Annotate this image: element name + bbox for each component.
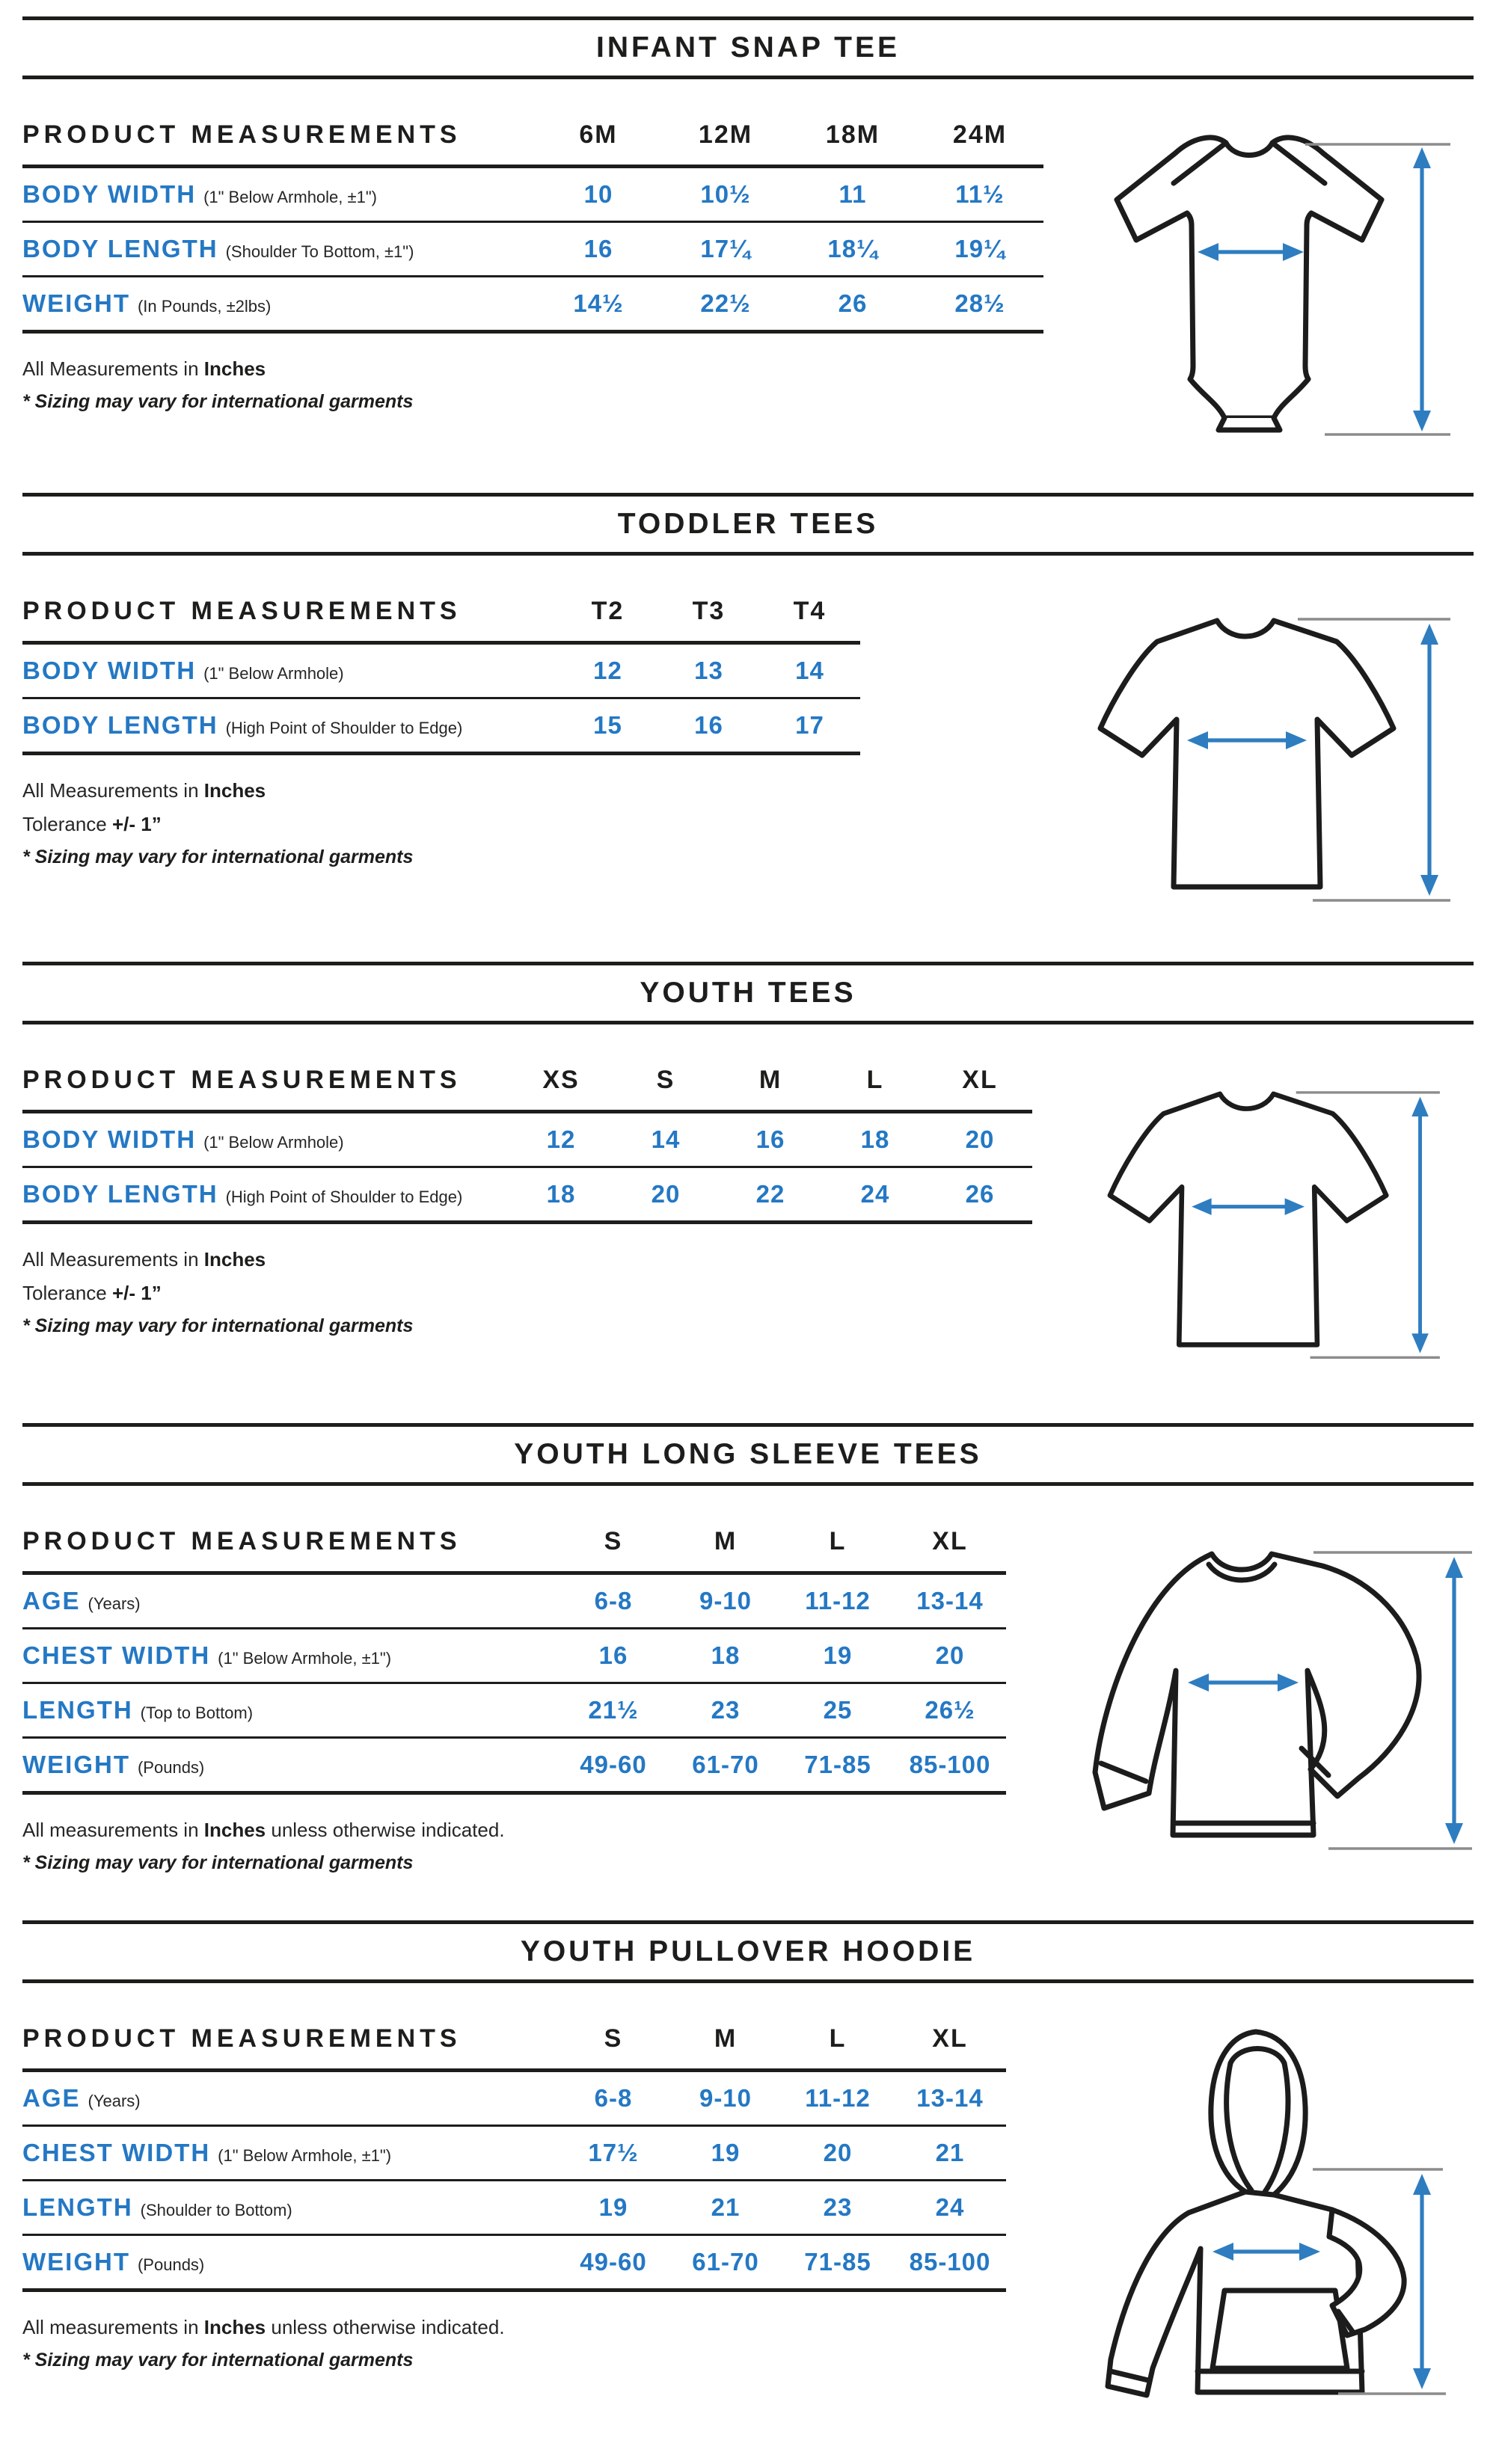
measurement-label: CHEST WIDTH [22,1641,211,1669]
size-column-header: M [714,1527,738,1555]
section-title: YOUTH PULLOVER HOODIE [520,1935,976,1967]
table-header-row [22,1066,1032,1112]
body-length-arrow [1413,147,1431,431]
measurement-value: 9-10 [699,1587,752,1614]
measurement-value: 49-60 [580,2248,647,2276]
row-label-cell [22,1738,557,1793]
measurement-value: 16 [755,1125,785,1153]
row-label-cell [22,1167,509,1223]
row-label-cell [22,643,557,698]
measurement-value: 11½ [955,180,1005,208]
table-row [22,2181,1006,2235]
footnotes [22,779,1062,868]
length-arrow [1445,1557,1463,1844]
section-title-band [22,493,1474,556]
row-label-cell [22,1629,557,1683]
measurement-desc: (In Pounds, ±2lbs) [137,297,272,316]
table-header: PRODUCT MEASUREMENTS [22,2024,462,2053]
footnotes [22,1248,1062,1337]
table-header-row [22,597,860,643]
infant-onesie-diagram [1081,120,1455,457]
size-column-header: L [829,2024,847,2053]
size-column-header: 24M [952,120,1008,149]
measurement-value: 14 [651,1125,681,1153]
sizing-note: * Sizing may vary for international garments [22,847,414,867]
garment-outline [1117,138,1382,430]
section-toddler-tees [22,493,1474,926]
measurement-value: 22½ [700,289,751,317]
measurement-desc: (High Point of Shoulder to Edge) [225,1188,463,1206]
body-length-arrow [1420,624,1438,896]
sizing-note: * Sizing may vary for international garments [22,1315,414,1336]
measurement-value: 26 [838,289,868,317]
measurement-value: 20 [935,1641,965,1669]
measurement-value: 16 [694,711,723,739]
measurement-label: BODY WIDTH [22,1125,197,1153]
measurements-note: All measurements in Inches unless otherwise indicated. [22,1819,505,1841]
measurement-value: 25 [823,1696,853,1724]
section-title-band [22,962,1474,1024]
section-title-band [22,1920,1474,1983]
measurement-value: 21 [935,2139,965,2166]
table-header: PRODUCT MEASUREMENTS [22,1066,462,1094]
toddler-tee-diagram [1073,597,1462,926]
size-column-header: S [604,1527,623,1555]
measurements-table [22,1527,1006,1795]
sizing-note: * Sizing may vary for international garments [22,2350,414,2371]
measurement-label: BODY WIDTH [22,657,197,684]
table-row [22,2126,1006,2181]
size-column-header: M [714,2024,738,2053]
youth-long-sleeve-diagram [1062,1527,1481,1878]
section-title: YOUTH TEES [640,977,856,1009]
size-column-header: XL [932,2024,968,2053]
footnotes [22,2316,1062,2371]
footnotes [22,1819,1062,1874]
row-label-cell [22,1573,557,1629]
row-label-cell [22,167,535,222]
measurement-value: 17 [795,711,824,739]
table-row [22,1629,1006,1683]
measurement-value: 71-85 [804,1751,871,1778]
measurement-label: AGE [22,2084,81,2112]
table-row [22,1112,1032,1167]
measurement-value: 21 [711,2193,741,2221]
measurement-value: 28½ [954,289,1005,317]
measurement-value: 18 [860,1125,890,1153]
measurement-value: 20 [651,1180,681,1208]
measurements-table [22,120,1043,334]
garment-outline [1100,621,1394,887]
measurement-desc: (1" Below Armhole, ±1") [218,2146,392,2165]
measurement-value: 49-60 [580,1751,647,1778]
table-row [22,2071,1006,2126]
size-column-header: T2 [591,597,625,625]
size-column-header: XL [962,1066,998,1094]
garment-outline [1108,2032,1404,2395]
measurements-note: All Measurements in Inches [22,779,266,802]
measurement-desc: (High Point of Shoulder to Edge) [225,719,463,737]
measurement-desc: (Pounds) [137,2255,205,2274]
measurement-value: 20 [823,2139,853,2166]
row-label-cell [22,2181,557,2235]
measurement-value: 19 [598,2193,628,2221]
size-column-header: T4 [793,597,827,625]
measurement-label: BODY LENGTH [22,1180,218,1208]
measurements-table [22,597,860,755]
measurement-desc: (1" Below Armhole) [203,664,344,683]
measurement-value: 26 [965,1180,995,1208]
table-header: PRODUCT MEASUREMENTS [22,120,462,149]
measurement-value: 11 [839,180,867,208]
table-row [22,222,1043,277]
measurement-value: 16 [583,235,613,262]
measurement-desc: (Shoulder To Bottom, ±1") [225,242,414,261]
measurement-value: 15 [593,711,622,739]
measurement-value: 14 [795,657,824,684]
size-column-header: T3 [692,597,726,625]
measurement-value: 9-10 [699,2084,752,2112]
table-header-row [22,1527,1006,1573]
table-row [22,698,860,754]
measurement-label: LENGTH [22,2193,133,2221]
measurement-value: 24 [935,2193,965,2221]
section-youth-tees [22,962,1474,1387]
measurement-value: 13 [694,657,723,684]
table-row [22,1573,1006,1629]
row-label-cell [22,698,557,754]
measurement-value: 85-100 [909,1751,991,1778]
measurement-label: BODY WIDTH [22,180,197,208]
table-row [22,167,1043,222]
measurement-value: 26½ [925,1696,975,1724]
measurement-desc: (1" Below Armhole, ±1") [203,188,377,206]
table-row [22,643,860,698]
table-row [22,1167,1032,1223]
size-column-header: L [866,1066,884,1094]
measurements-note: All Measurements in Inches [22,357,266,380]
section-youth-long-sleeve-tees [22,1423,1474,1884]
size-column-header: S [604,2024,623,2053]
measurement-value: 19 [711,2139,741,2166]
measurement-value: 17½ [588,2139,639,2166]
section-youth-pullover-hoodie [22,1920,1474,2398]
row-label-cell [22,2235,557,2291]
measurement-value: 18 [546,1180,576,1208]
tolerance-note: Tolerance +/- 1” [22,1282,162,1304]
row-label-cell [22,2126,557,2181]
section-title: YOUTH LONG SLEEVE TEES [514,1438,982,1470]
measurements-note: All Measurements in Inches [22,1248,266,1271]
measurement-label: LENGTH [22,1696,133,1724]
measurement-value: 18 [711,1641,741,1669]
measurement-value: 19 [823,1641,853,1669]
measurement-value: 20 [965,1125,995,1153]
size-column-header: XL [932,1527,968,1555]
measurement-value: 6-8 [594,2084,633,2112]
sizing-note: * Sizing may vary for international garments [22,391,414,412]
measurement-desc: (Years) [88,1594,141,1613]
size-column-header: XS [542,1066,580,1094]
measurement-label: WEIGHT [22,1751,130,1778]
tolerance-note: Tolerance +/- 1” [22,813,162,835]
measurement-value: 22 [755,1180,785,1208]
measurement-label: CHEST WIDTH [22,2139,211,2166]
section-title-band [22,1423,1474,1486]
measurement-desc: (1" Below Armhole) [203,1133,344,1152]
measurement-value: 61-70 [692,1751,759,1778]
measurements-note: All measurements in Inches unless otherwise indicated. [22,2316,505,2338]
measurement-desc: (Shoulder to Bottom) [140,2201,292,2219]
measurement-value: 14½ [573,289,624,317]
measurement-value: 61-70 [692,2248,759,2276]
table-header: PRODUCT MEASUREMENTS [22,1527,462,1555]
garment-outline [1110,1094,1386,1345]
footnotes [22,357,1062,413]
section-infant-snap-tee [22,16,1474,457]
measurement-label: BODY LENGTH [22,711,218,739]
measurement-value: 11-12 [805,2084,871,2112]
table-row [22,2235,1006,2291]
row-label-cell [22,1683,557,1738]
measurement-value: 24 [860,1180,890,1208]
size-column-header: 6M [579,120,618,149]
measurement-label: AGE [22,1587,81,1614]
table-row [22,277,1043,332]
measurement-value: 85-100 [909,2248,991,2276]
youth-tee-diagram [1085,1066,1451,1387]
measurement-value: 6-8 [594,1587,633,1614]
section-title: TODDLER TEES [617,508,879,540]
body-length-arrow [1411,1097,1429,1354]
measurement-value: 13-14 [916,2084,984,2112]
measurement-desc: (Years) [88,2092,141,2110]
section-title-band [22,16,1474,79]
measurements-table [22,2024,1006,2292]
youth-pullover-hoodie-diagram [1081,2024,1455,2398]
measurement-value: 71-85 [804,2248,871,2276]
row-label-cell [22,2071,557,2126]
measurements-table [22,1066,1032,1224]
measurement-label: WEIGHT [22,2248,130,2276]
measurement-value: 12 [546,1125,576,1153]
measurement-value: 23 [823,2193,853,2221]
length-arrow [1413,2174,1431,2389]
size-column-header: 12M [698,120,753,149]
row-label-cell [22,1112,509,1167]
table-header: PRODUCT MEASUREMENTS [22,597,462,625]
measurement-desc: (Pounds) [137,1758,205,1777]
size-column-header: S [656,1066,675,1094]
measurement-label: WEIGHT [22,289,130,317]
measurement-desc: (1" Below Armhole, ±1") [218,1649,392,1668]
measurement-value: 11-12 [805,1587,871,1614]
section-title: INFANT SNAP TEE [596,31,900,64]
measurement-value: 17¼ [700,235,751,262]
garment-outline [1095,1554,1419,1835]
measurement-value: 12 [593,657,622,684]
row-label-cell [22,222,535,277]
measurement-value: 10 [583,180,613,208]
measurement-value: 18¼ [827,235,878,262]
measurement-value: 10½ [700,180,751,208]
table-header-row [22,2024,1006,2071]
table-row [22,1683,1006,1738]
measurement-value: 21½ [588,1696,639,1724]
measurement-value: 19¼ [954,235,1005,262]
sizing-note: * Sizing may vary for international garments [22,1852,414,1873]
measurement-value: 16 [598,1641,628,1669]
size-column-header: L [829,1527,847,1555]
size-column-header: M [758,1066,782,1094]
table-row [22,1738,1006,1793]
measurement-value: 23 [711,1696,741,1724]
row-label-cell [22,277,535,332]
measurement-value: 13-14 [916,1587,984,1614]
measurement-label: BODY LENGTH [22,235,218,262]
size-column-header: 18M [825,120,880,149]
table-header-row [22,120,1043,167]
measurement-desc: (Top to Bottom) [140,1703,254,1722]
